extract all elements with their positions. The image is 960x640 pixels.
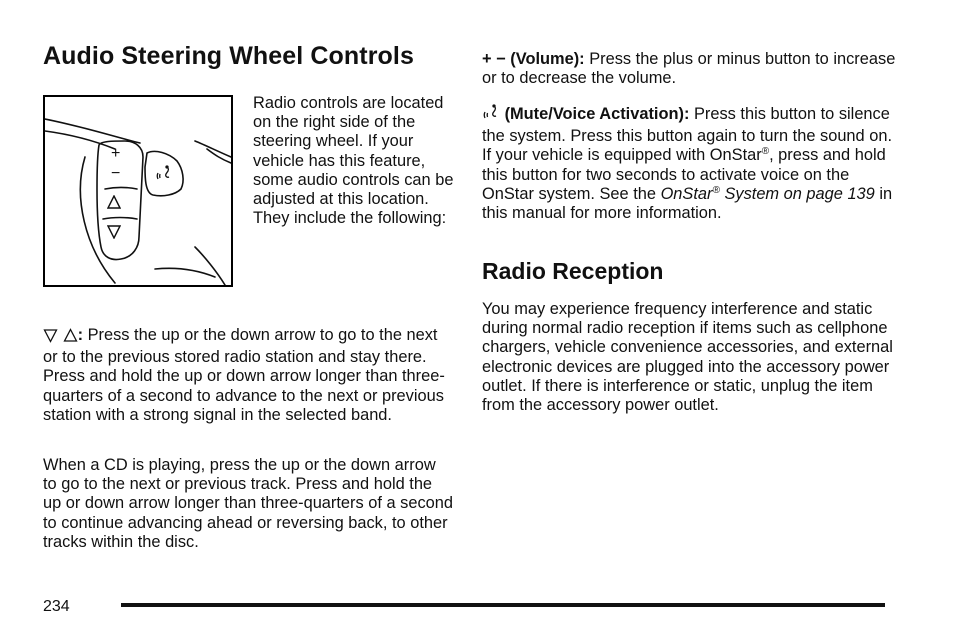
radio-reception-heading: Radio Reception: [482, 258, 664, 284]
down-arrow-icon: [107, 225, 121, 244]
footer-rule: [121, 603, 885, 607]
mute-label: (Mute/Voice Activation):: [504, 105, 690, 123]
arrows-text: Press the up or the down arrow to go to the next or to the previous stored radio station and stay there. Press and hold the up or down arrow longer than three-quarters of a second to advance to the next or previous station with a strong signal in the selected band.: [43, 326, 445, 424]
arrows-paragraph: [43, 326, 453, 425]
intro-paragraph: Radio controls are located on the right side of the steering wheel. If your vehicle has this feature, some audio controls can be adjusted at this location. They include the following:: [253, 94, 454, 228]
figure-minus-label: −: [111, 165, 121, 182]
mute-text-1: Press this button to silence the system. Press this button again to turn the sound on. If your vehicle is equipped with OnStar: [482, 105, 893, 165]
arrows-colon: :: [77, 326, 84, 344]
up-arrow-icon: [107, 195, 121, 214]
volume-symbols: + −: [482, 50, 506, 68]
mute-text-2: , press and hold this button for two seconds to activate voice on the OnStar system. See the: [482, 146, 886, 203]
mute-voice-icon: [482, 104, 500, 127]
up-arrow-icon: [63, 328, 78, 348]
page-number: 234: [43, 598, 70, 615]
page-title: Audio Steering Wheel Controls: [43, 42, 414, 70]
mute-text-3: in this manual for more information.: [482, 184, 893, 223]
registered-mark: ®: [761, 146, 770, 158]
steering-wheel-drawing: [45, 97, 231, 285]
cd-paragraph: When a CD is playing, press the up or the down arrow to go to the next or previous track. Press and hold the up or down arrow longer than three-quarters of a second to continue advancing ahead or reversing back, to other tracks within the disc.: [43, 456, 454, 551]
onstar-reference: OnStar® System on page 139: [660, 184, 875, 203]
volume-label: (Volume):: [510, 50, 585, 68]
figure-plus-label: +: [111, 145, 121, 162]
mute-paragraph: [482, 104, 902, 223]
volume-text: Press the plus or minus button to increase or to decrease the volume.: [482, 50, 896, 88]
mute-voice-icon: [155, 165, 173, 188]
down-arrow-icon: [43, 328, 58, 348]
volume-paragraph: [482, 50, 902, 88]
reception-paragraph: You may experience frequency interference and static during normal radio reception if items such as cellphone chargers, vehicle convenience accessories, and external electronic devices are plugged into the accessory power outlet. If there is interference or static, unplug the item from the accessory power outlet.: [482, 300, 893, 415]
steering-wheel-illustration: [43, 95, 233, 287]
